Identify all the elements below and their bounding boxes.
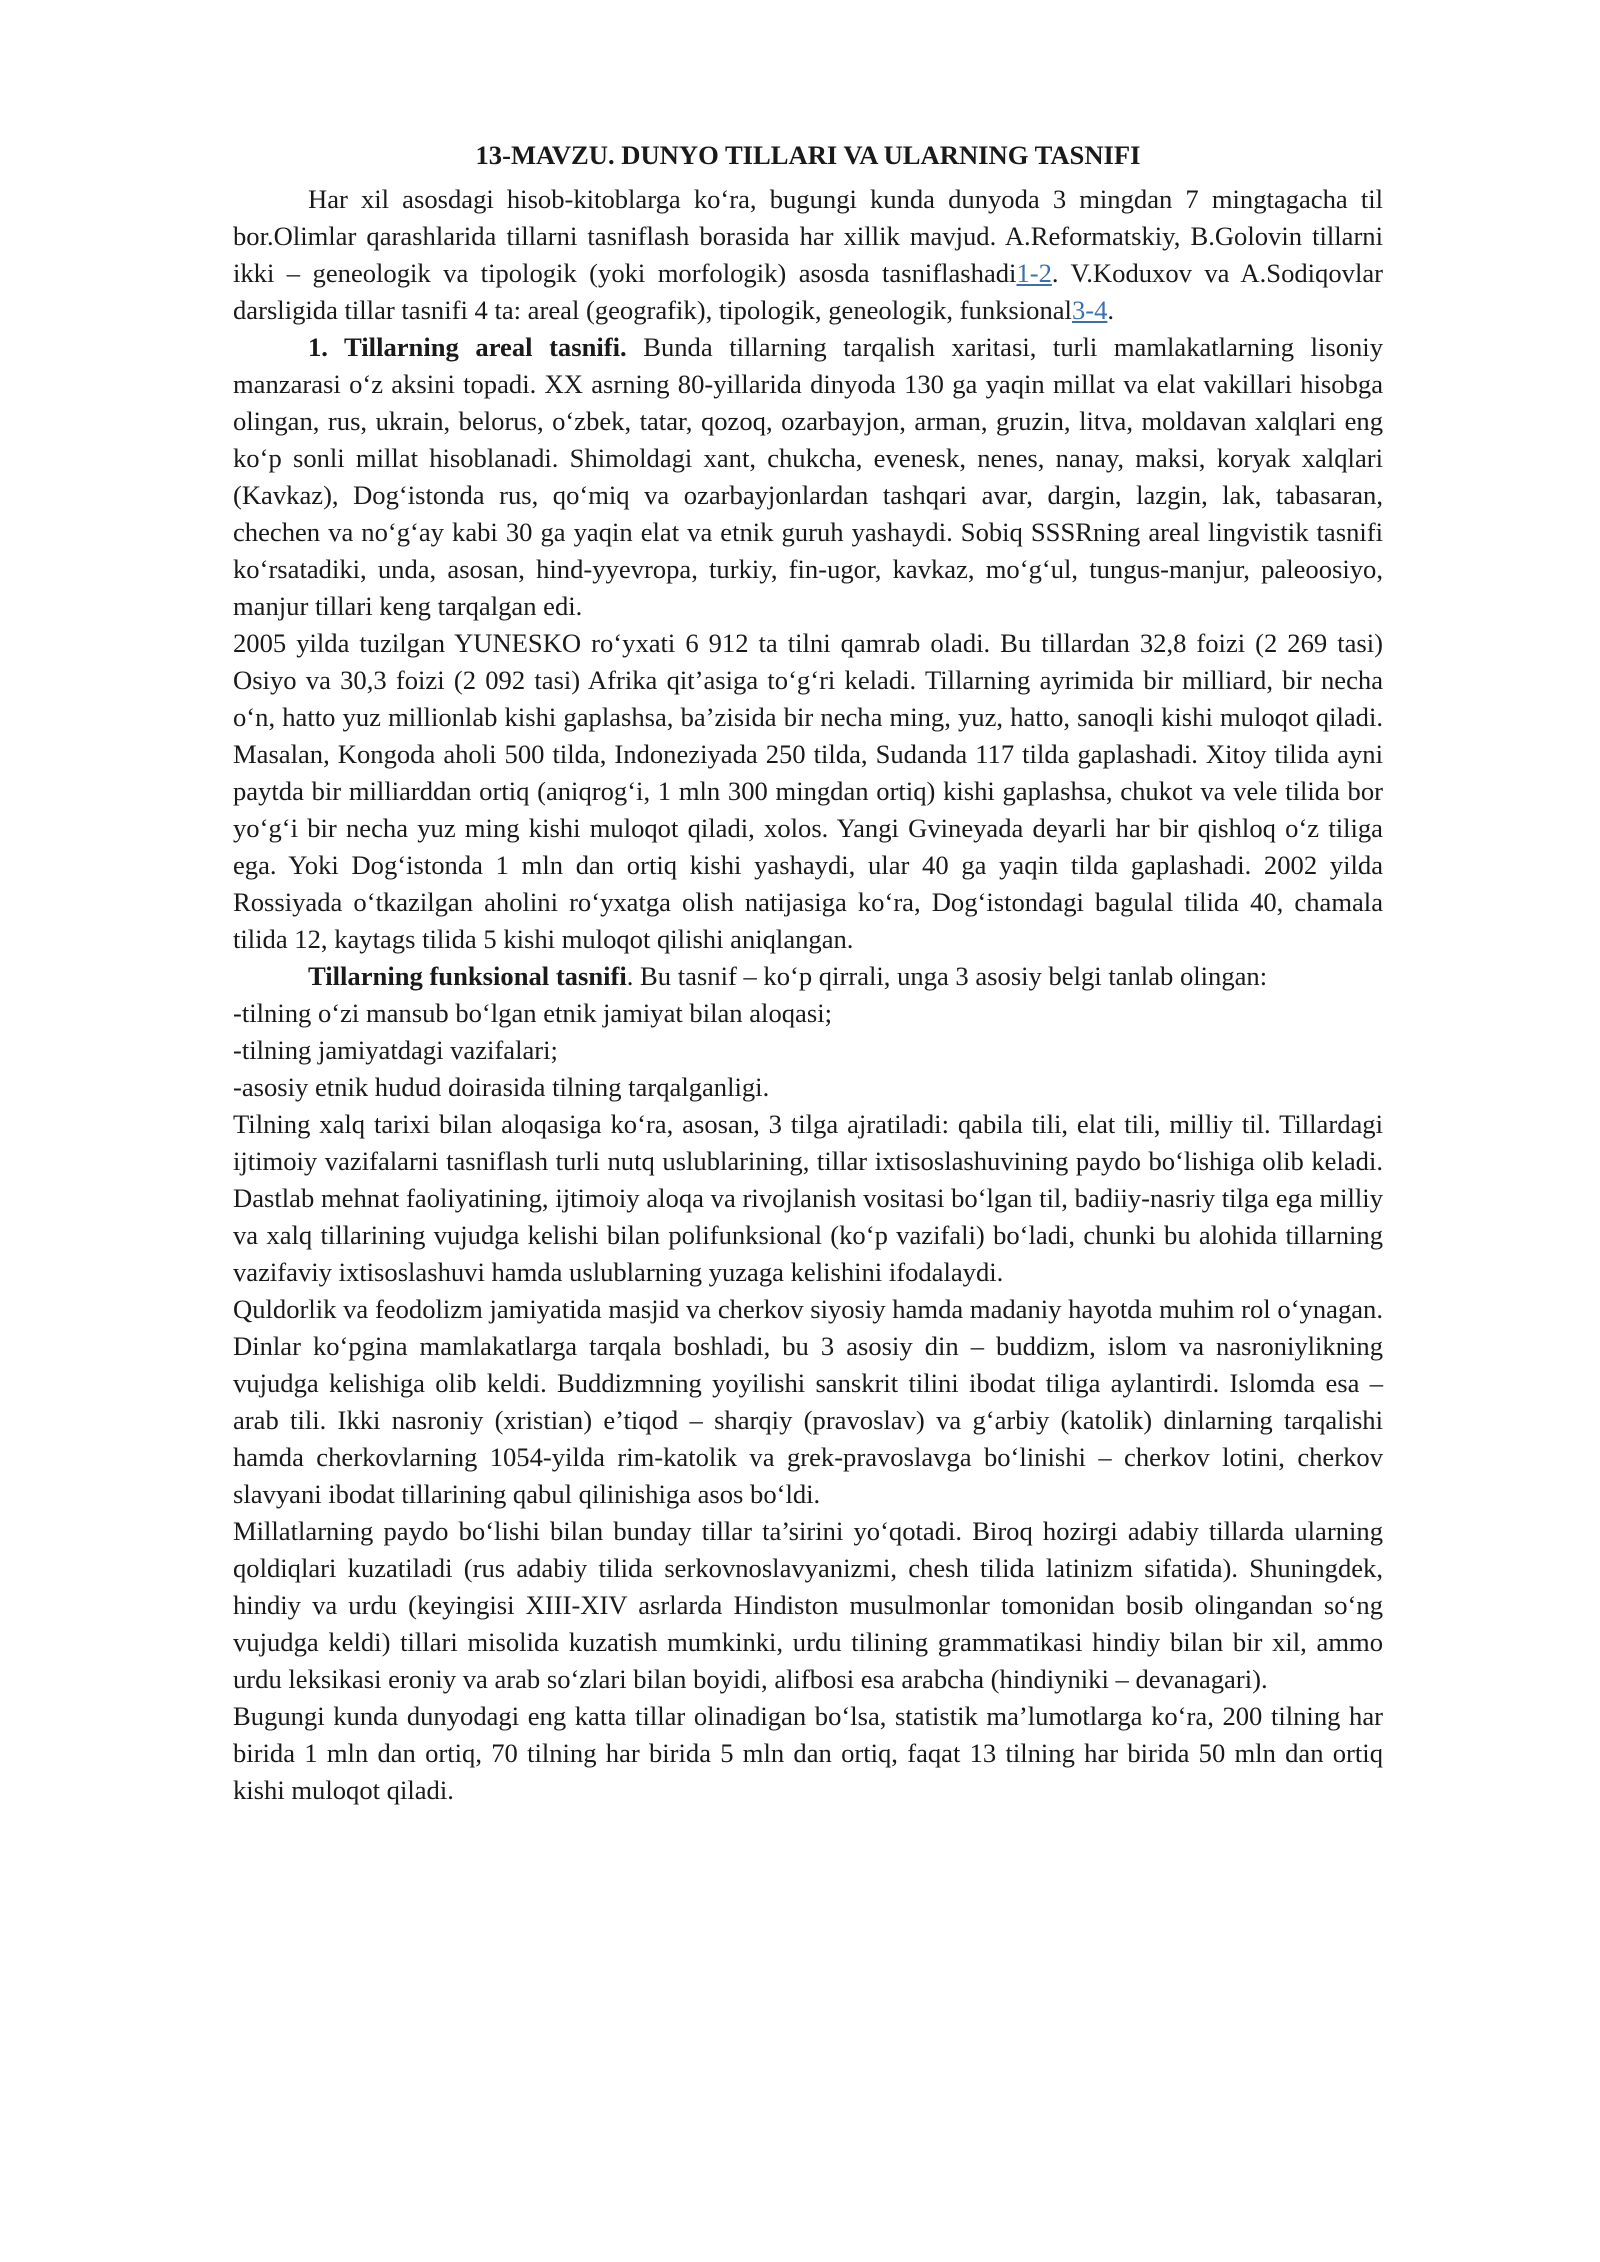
intro-text-b: . V.Koduxov va A.Sodiqovlar darsligida tillar tasnifi 4 ta: areal (geografik), tipologik, geneologik, funksional <box>233 258 1383 325</box>
nations-paragraph: Millatlarning paydo bo‘lishi bilan bunday tillar ta’sirini yo‘qotadi. Biroq hozirgi adabiy tillarda ularning qoldiqlari kuzatiladi (rus adabiy tilida serkovnoslavyanizmi, chesh tilida latinizm sifatida). Shuningdek, hindiy va urdu (keyingisi XIII-XIV asrlarda Hindiston musulmonlar tomonidan bosib olingandan so‘ng vujudga keldi) tillari misolida kuzatish mumkinki, urdu tilining grammatikasi hindiy bilan bir xil, ammo urdu leksikasi eroniy va arab so‘zlari bilan boyidi, alifbosi esa arabcha (hindiyniki – devanagari). <box>233 1516 1383 1694</box>
functional-text: . Bu tasnif – ko‘p qirrali, unga 3 asosiy belgi tanlab olingan: <box>626 961 1268 991</box>
intro-text-a: Har xil asosdagi hisob-kitoblarga ko‘ra, bugungi kunda dunyoda 3 mingdan 7 mingtagacha til bor.Olimlar qarashlarida tillarni tasniflash borasida har xillik mavjud. A.Reformatskiy, B.Golovin tillarni ikki – geneologik va tipologik (yoki morfologik) asosda tasniflashadi <box>233 184 1383 288</box>
footnote-link-3-4[interactable]: 3-4 <box>1071 295 1108 325</box>
list-item: -tilning jamiyatdagi vazifalari; <box>233 1035 558 1065</box>
document-page <box>233 137 1383 1809</box>
areal-heading: 1. Tillarning areal tasnifi. <box>308 332 627 362</box>
areal-paragraph <box>233 329 1383 625</box>
page-title: 13-MAVZU. DUNYO TILLARI VA ULARNING TASNIFI <box>475 140 1141 170</box>
intro-paragraph <box>233 181 1383 329</box>
intro-text-c: . <box>1107 295 1115 325</box>
areal-text: Bunda tillarning tarqalish xaritasi, turli mamlakatlarning lisoniy manzarasi o‘z aksini topadi. XX asrning 80-yillarida dinyoda 130 ga yaqin millat va elat vakillari hisobga olingan, rus, ukrain, belorus, o‘zbek, tatar, qozoq, ozarbayjon, arman, gruzin, litva, moldavan xalqlari eng ko‘p sonli millat hisoblanadi. Shimoldagi xant, chukcha, evenesk, nenes, nanay, maksi, koryak xalqlari (Kavkaz), Dog‘istonda rus, qo‘miq va ozarbayjonlardan tashqari avar, dargin, lazgin, lak, tabasaran, chechen va no‘g‘ay kabi 30 ga yaqin elat va etnik guruh yashaydi. Sobiq SSSRning areal lingvistik tasnifi ko‘rsatadiki, unda, asosan, hind-yyevropa, turkiy, fin-ugor, kavkaz, mo‘g‘ul, tungus-manjur, paleoosiyo, manjur tillari keng tarqalgan edi. <box>233 332 1383 621</box>
unesco-paragraph: 2005 yilda tuzilgan YUNESKO ro‘yxati 6 912 ta tilni qamrab oladi. Bu tillardan 32,8 foizi (2 269 tasi) Osiyo va 30,3 foizi (2 092 tasi) Afrika qit’asiga to‘g‘ri keladi. Tillarning ayrimida bir milliard, bir necha o‘n, hatto yuz millionlab kishi gaplashsa, ba’zisida bir necha ming, yuz, hatto, sanoqli kishi muloqot qiladi. Masalan, Kongoda aholi 500 tilda, Indoneziyada 250 tilda, Sudanda 117 tilda gaplashadi. Xitoy tilida ayni paytda bir milliarddan ortiq (aniqrog‘i, 1 mln 300 mingdan ortiq) kishi gaplashsa, chukot va vele tilida bor yo‘g‘i bir necha yuz ming kishi muloqot qiladi, xolos. Yangi Gvineyada deyarli har bir qishloq o‘z tiliga ega. Yoki Dog‘istonda 1 mln dan ortiq kishi yashaydi, ular 40 ga yaqin tilda gaplashadi. 2002 yilda Rossiyada o‘tkazilgan aholini ro‘yxatga olish natijasiga ko‘ra, Dog‘istondagi bagulal tilida 40, chamala tilida 12, kaytags tilida 5 kishi muloqot qilishi aniqlangan. <box>233 628 1383 954</box>
functional-paragraph <box>233 958 1383 995</box>
religion-paragraph: Quldorlik va feodolizm jamiyatida masjid va cherkov siyosiy hamda madaniy hayotda muhim rol o‘ynagan. Dinlar ko‘pgina mamlakatlarga tarqala boshladi, bu 3 asosiy din – buddizm, islom va nasroniylikning vujudga kelishiga olib keldi. Buddizmning yoyilishi sanskrit tilini ibodat tiliga aylantirdi. Islomda esa – arab tili. Ikki nasroniy (xristian) e’tiqod – sharqiy (pravoslav) va g‘arbiy (katolik) dinlarning tarqalishi hamda cherkovlarning 1054-yilda rim-katolik va grek-pravoslavga bo‘linishi – cherkov lotini, cherkov slavyani ibodat tillarining qabul qilinishiga asos bo‘ldi. <box>233 1294 1383 1509</box>
functional-heading: Tillarning funksional tasnifi <box>308 961 627 991</box>
history-paragraph: Tilning xalq tarixi bilan aloqasiga ko‘ra, asosan, 3 tilga ajratiladi: qabila tili, elat tili, milliy til. Tillardagi ijtimoiy vazifalarni tasniflash turli nutq uslublarining, tillar ixtisoslashuvining paydo bo‘lishiga olib keladi. Dastlab mehnat faoliyatining, ijtimoiy aloqa va rivojlanish vositasi bo‘lgan til, badiiy-nasriy tilga ega milliy va xalq tillarining vujudga kelishi bilan polifunksional (ko‘p vazifali) bo‘ladi, chunki bu alohida tillarning vazifaviy ixtisoslashuvi hamda uslublarning yuzaga kelishini ifodalaydi. <box>233 1109 1383 1287</box>
statistics-paragraph: Bugungi kunda dunyodagi eng katta tillar olinadigan bo‘lsa, statistik ma’lumotlarga ko‘ra, 200 tilning har birida 1 mln dan ortiq, 70 tilning har birida 5 mln dan ortiq, faqat 13 tilning har birida 50 mln dan ortiq kishi muloqot qiladi. <box>233 1701 1383 1805</box>
list-item: -tilning o‘zi mansub bo‘lgan etnik jamiyat bilan aloqasi; <box>233 998 832 1028</box>
list-item: -asosiy etnik hudud doirasida tilning tarqalganligi. <box>233 1072 770 1102</box>
footnote-link-1-2[interactable]: 1-2 <box>1016 258 1052 288</box>
